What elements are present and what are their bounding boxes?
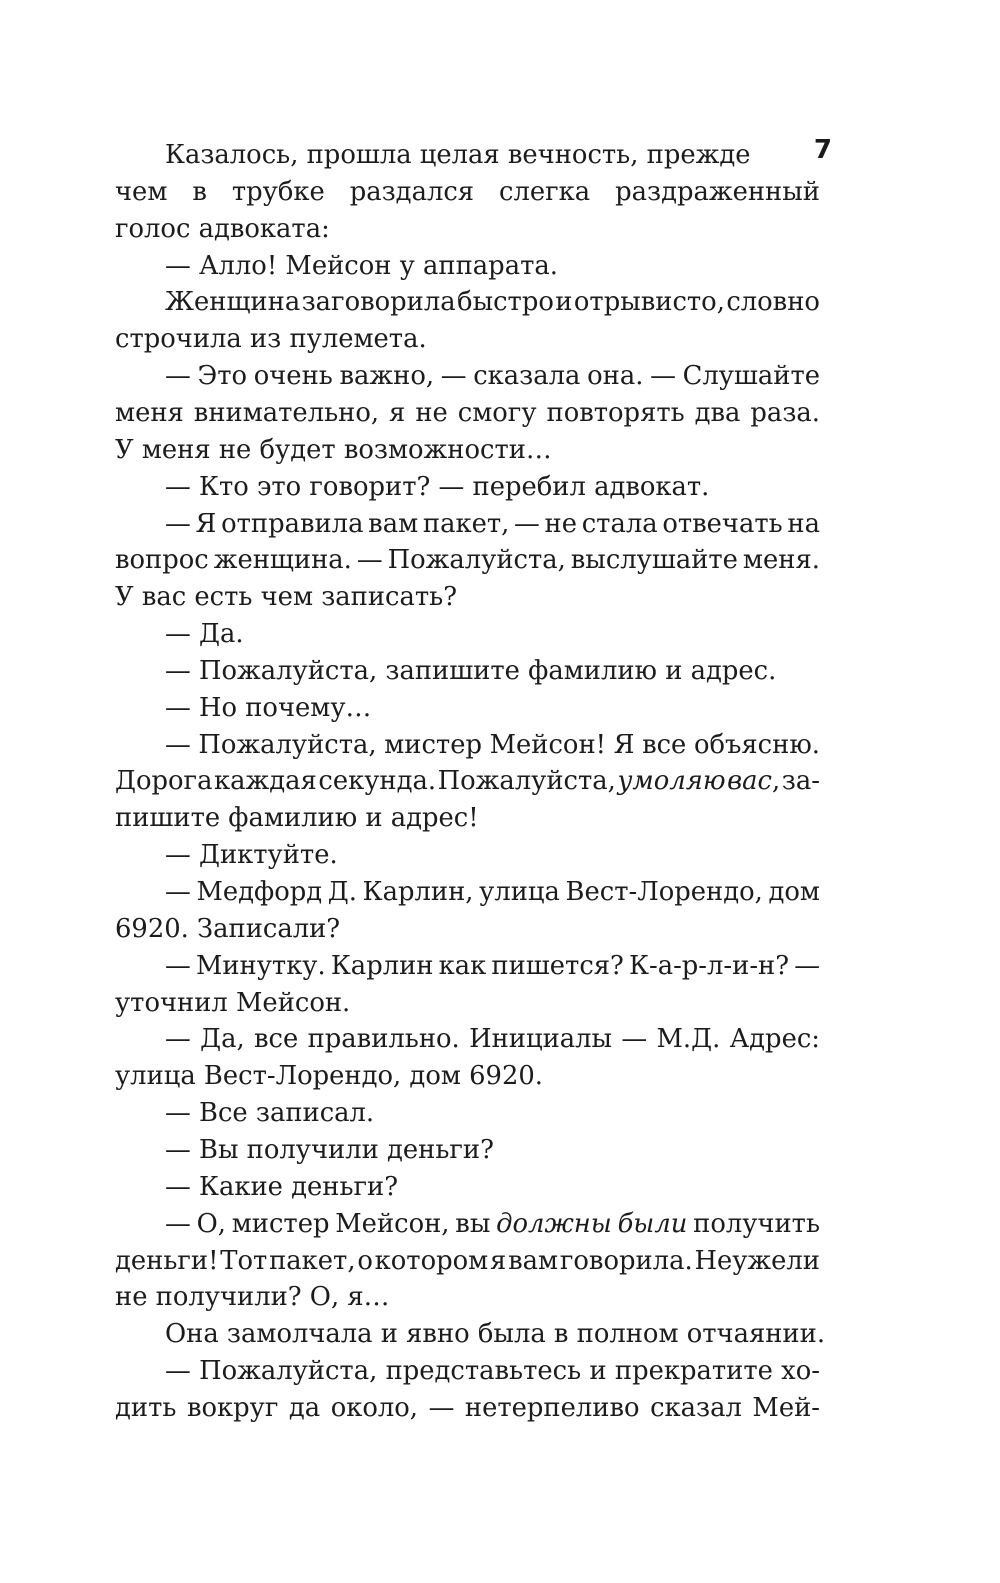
word: повторять: [546, 397, 685, 428]
word: на: [787, 508, 820, 539]
word: Мейсон,: [335, 1208, 450, 1239]
text-line: не получили? О, я…: [115, 1282, 390, 1313]
text-line: [115, 763, 820, 800]
word: чем: [115, 176, 168, 207]
word: —: [165, 361, 191, 392]
word: отвечать: [662, 508, 783, 539]
word: Медфорд: [196, 877, 323, 907]
word: важно,: [339, 361, 435, 392]
word: получить: [693, 1208, 820, 1239]
text-line: [165, 1353, 820, 1390]
word: сказал: [650, 1392, 742, 1423]
word: —: [165, 877, 191, 907]
text-line: [115, 1390, 820, 1427]
text-line: [115, 542, 820, 579]
word: внимательно,: [193, 397, 380, 428]
word: слегка: [499, 176, 591, 207]
word: Женщина: [165, 287, 301, 318]
word: —: [794, 950, 820, 981]
word: объясню.: [693, 729, 820, 760]
word: Инициалы: [469, 1024, 613, 1055]
word: Пожалуйста,: [198, 729, 377, 760]
text-line: [165, 1206, 820, 1243]
word: вокруг: [186, 1392, 279, 1423]
text-line: — Пожалуйста, запишите фамилию и адрес.: [165, 655, 777, 686]
word: отправила: [221, 508, 364, 539]
word: —: [650, 361, 676, 392]
word: —: [356, 545, 383, 576]
word: секунда.: [318, 766, 437, 797]
word: Тот: [220, 1245, 268, 1276]
word: дить: [115, 1392, 177, 1423]
word: и: [555, 287, 573, 318]
word: раздраженный: [615, 176, 820, 207]
word: Д.: [327, 877, 357, 907]
text-line: улица Вест-Лорендо, дом 6920.: [115, 1061, 543, 1092]
word: вам: [508, 1245, 559, 1276]
word: пакет,: [269, 1245, 356, 1276]
word: раздался: [349, 176, 475, 207]
word: М.Д.: [656, 1024, 721, 1055]
text-line: У вас есть чем записать?: [115, 582, 458, 613]
word: —: [621, 1024, 648, 1055]
word: в: [192, 176, 207, 207]
word: Карлин,: [362, 877, 474, 907]
word: —: [165, 950, 191, 981]
word: —: [165, 1208, 191, 1239]
text-line: [165, 727, 820, 764]
word: Это: [197, 361, 248, 392]
word: меня.: [742, 545, 820, 576]
text-line: [165, 874, 820, 911]
text-line: [165, 284, 820, 321]
word: словно: [726, 287, 820, 318]
word: Пожалуйста,: [199, 1356, 378, 1387]
word: вопрос: [115, 545, 209, 576]
word: около,: [330, 1392, 419, 1423]
text-line: [165, 506, 820, 543]
word: Дорога: [115, 766, 213, 797]
word: раза.: [750, 397, 820, 428]
word: котором: [374, 1245, 489, 1276]
word: —: [428, 1392, 455, 1423]
word: Да,: [200, 1024, 245, 1055]
word: я: [490, 1245, 507, 1276]
text-line: 6920. Записали?: [115, 913, 341, 944]
word: О,: [196, 1208, 226, 1239]
word: Карлин: [330, 950, 434, 981]
word: выслушайте: [570, 545, 738, 576]
word: она.: [587, 361, 644, 392]
word: Адрес:: [729, 1024, 820, 1055]
word: не: [544, 508, 578, 539]
word: пишется?: [491, 950, 624, 981]
word: женщина.: [213, 545, 352, 576]
word: сказала: [473, 361, 581, 392]
text-line: пишите фамилию и адрес!: [115, 803, 479, 834]
word: хо-: [781, 1356, 820, 1387]
text-line: Казалось, прошла целая вечность, прежде: [165, 140, 751, 170]
text-line: [165, 1021, 820, 1058]
page-number: 7: [813, 135, 832, 165]
word: Слушайте: [682, 361, 820, 392]
word: —: [165, 1356, 191, 1387]
text-line: Она замолчала и явно была в полном отчаянии.: [165, 1319, 826, 1350]
word: я: [389, 397, 406, 428]
word: вы: [455, 1208, 491, 1239]
italic-word: вас: [727, 766, 772, 797]
word: Мей-: [752, 1392, 820, 1423]
word: мистер: [231, 1208, 330, 1239]
text-line: — Все записал.: [165, 1098, 375, 1129]
word: —: [514, 508, 540, 539]
word: Вест-Лорендо,: [565, 877, 763, 907]
text-line: [115, 395, 820, 432]
word: Пожалуйста,: [387, 545, 566, 576]
word: улица: [479, 877, 560, 907]
word: каждая: [214, 766, 317, 797]
word: о: [357, 1245, 373, 1276]
word: мистер: [384, 729, 482, 760]
word: все: [642, 729, 687, 760]
word: трубке: [231, 176, 325, 207]
text-line: [165, 948, 820, 985]
word: отрывисто,: [573, 287, 725, 318]
word: стала: [581, 508, 658, 539]
word: —: [165, 1024, 191, 1055]
word: правильно.: [307, 1024, 460, 1055]
text-line: уточнил Мейсон.: [115, 987, 351, 1018]
word: за-: [781, 766, 820, 797]
word: вас,: [727, 763, 780, 800]
word: —: [165, 729, 191, 760]
word: два: [694, 397, 741, 428]
word: —: [165, 508, 191, 539]
word: меня: [115, 397, 184, 428]
text-line: — Да.: [165, 619, 244, 650]
italic-word: были: [617, 1208, 688, 1239]
word: Пожалуйста,: [437, 766, 616, 797]
word: вам: [368, 508, 419, 539]
word: деньги!: [115, 1245, 219, 1276]
text-line: [115, 1243, 820, 1280]
word: говорила.: [559, 1245, 693, 1276]
word: не: [415, 397, 448, 428]
word: смогу: [457, 397, 537, 428]
word: быстро: [457, 287, 554, 318]
word: Неужели: [694, 1245, 820, 1276]
text-line: [115, 174, 820, 211]
word: Мейсон!: [489, 729, 607, 760]
word: дом: [768, 877, 820, 907]
text-line: — Вы получили деньги?: [165, 1134, 494, 1165]
word: очень: [253, 361, 333, 392]
word: нетерпеливо: [464, 1392, 640, 1423]
word: прекратите: [614, 1356, 773, 1387]
text-line: — Алло! Мейсон у аппарата.: [165, 250, 558, 281]
word: заговорила: [301, 287, 456, 318]
word: пакет,: [422, 508, 510, 539]
word: как: [438, 950, 487, 981]
text-line: У меня не будет возможности…: [115, 434, 552, 465]
word: все: [254, 1024, 299, 1055]
word: К-а-р-л-и-н?: [629, 950, 790, 981]
text-line: голос адвоката:: [115, 213, 330, 244]
text-line: — Кто это говорит? — перебил адвокат.: [165, 471, 710, 502]
word: Я: [613, 729, 635, 760]
italic-word: должны: [496, 1208, 612, 1239]
word: и: [589, 1356, 607, 1387]
text-line: — Диктуйте.: [165, 840, 338, 871]
text-line: — Какие деньги?: [165, 1171, 399, 1202]
word: —: [440, 361, 467, 392]
word: Я: [195, 508, 217, 539]
word: Минутку.: [195, 950, 326, 981]
text-line: [165, 358, 820, 395]
word: представьтесь: [385, 1356, 582, 1387]
text-line: строчила из пулемета.: [115, 324, 427, 355]
text-line: — Но почему…: [165, 692, 372, 723]
word: да: [288, 1392, 321, 1423]
italic-word: умоляю: [617, 766, 726, 797]
